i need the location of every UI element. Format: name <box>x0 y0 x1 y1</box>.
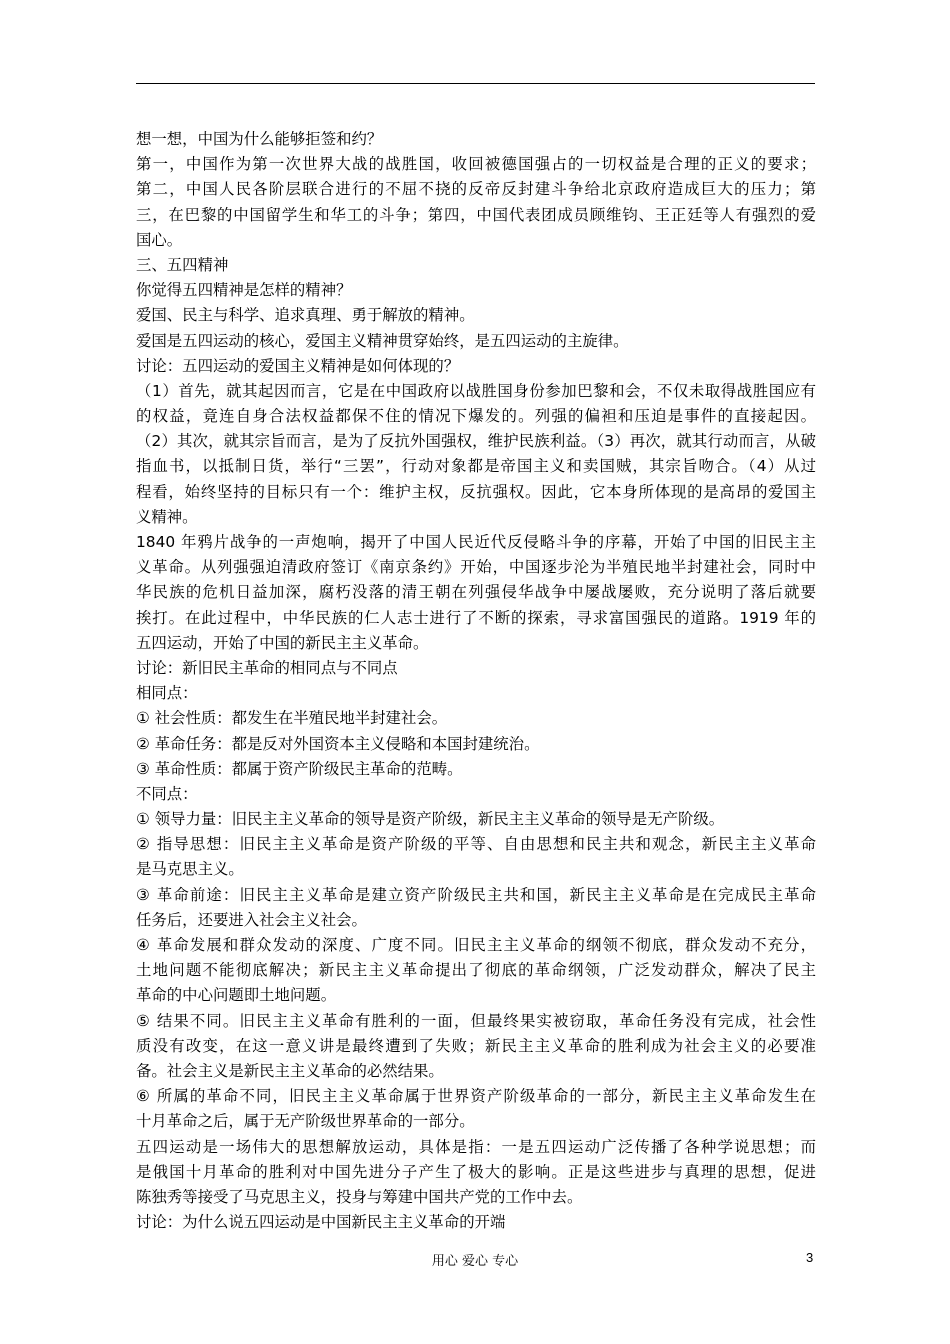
text-line: 爱国、民主与科学、追求真理、勇于解放的精神。 <box>136 306 475 325</box>
text-line: ③ 革命性质：都属于资产阶级民主革命的范畴。 <box>136 759 463 778</box>
text-line: 革命的中心问题即土地问题。 <box>136 986 337 1005</box>
text-line: 想一想，中国为什么能够拒签和约？ <box>136 130 383 148</box>
text-line: 是俄国十月革命的胜利对中国先进分子产生了极大的影响。正是这些进步与真理的思想，促进 <box>136 1162 816 1181</box>
text-line: 义精神。 <box>136 507 198 526</box>
text-line: 国心。 <box>136 230 183 249</box>
text-line: 土地问题不能彻底解决；新民主主义革命提出了彻底的革命纲领，广泛发动群众，解决了民主 <box>136 961 816 980</box>
text-line: 第一，中国作为第一次世界大战的战胜国，收回被德国强占的一切权益是合理的正义的要求； <box>136 155 816 174</box>
text-line: ② 革命任务：都是反对外国资本主义侵略和本国封建统治。 <box>136 734 540 753</box>
text-line: 三、五四精神 <box>136 255 229 274</box>
text-line: ③ 革命前途：旧民主主义革命是建立资产阶级民主共和国，新民主主义革命是在完成民主革命 <box>136 885 816 904</box>
text-line: 五四运动，开始了中国的新民主主义革命。 <box>136 633 429 652</box>
text-line: 是马克思主义。 <box>136 860 244 879</box>
text-line: 义革命。从列强强迫清政府签订《南京条约》开始，中国逐步沦为半殖民地半封建社会，同时中 <box>136 558 816 577</box>
text-line: 质没有改变，在这一意义讲是最终遭到了失败；新民主主义革命的胜利成为社会主义的必要准 <box>136 1036 816 1055</box>
text-line: 备。社会主义是新民主主义革命的必然结果。 <box>136 1061 444 1080</box>
text-line: 讨论：为什么说五四运动是中国新民主主义革命的开端 <box>136 1213 506 1232</box>
text-line: ② 指导思想：旧民主主义革命是资产阶级的平等、自由思想和民主共和观念，新民主主义革命 <box>136 835 816 854</box>
text-line: 陈独秀等接受了马克思主义，投身与筹建中国共产党的工作中去。 <box>136 1187 583 1206</box>
page-number: 3 <box>806 1250 814 1265</box>
text-line: 十月革命之后，属于无产阶级世界革命的一部分。 <box>136 1112 475 1131</box>
text-line: 指血书，以抵制日货，举行“三罢”，行动对象都是帝国主义和卖国贼，其宗旨吻合。（4）从过 <box>136 457 816 476</box>
text-line: 不同点： <box>136 784 198 803</box>
header-rule <box>136 83 815 84</box>
text-line: 五四运动是一场伟大的思想解放运动，具体是指：一是五四运动广泛传播了各种学说思想；而 <box>136 1137 816 1156</box>
text-line: 1840 年鸦片战争的一声炮响，揭开了中国人民近代反侵略斗争的序幕，开始了中国的旧民主主 <box>136 533 816 551</box>
text-line: ① 领导力量：旧民主主义革命的领导是资产阶级，新民主主义革命的领导是无产阶级。 <box>136 810 725 829</box>
text-line: 讨论：五四运动的爱国主义精神是如何体现的？ <box>136 356 460 375</box>
text-line: 讨论：新旧民主革命的相同点与不同点 <box>136 658 398 677</box>
text-line: ④ 革命发展和群众发动的深度、广度不同。旧民主主义革命的纲领不彻底，群众发动不充分， <box>136 936 816 954</box>
text-line: ⑤ 结果不同。旧民主主义革命有胜利的一面，但最终果实被窃取，革命任务没有完成，社会性 <box>136 1011 816 1030</box>
text-line: ⑥ 所属的革命不同，旧民主主义革命属于世界资产阶级革命的一部分，新民主主义革命发生在 <box>136 1087 816 1106</box>
footer-text: 用心 爱心 专心 <box>431 1254 519 1269</box>
text-line: 第二，中国人民各阶层联合进行的不屈不挠的反帝反封建斗争给北京政府造成巨大的压力；第 <box>136 180 816 199</box>
text-line: 华民族的危机日益加深，腐朽没落的清王朝在列强侵华战争中屡战屡败，充分说明了落后就要 <box>136 583 816 602</box>
text-line: ① 社会性质：都发生在半殖民地半封建社会。 <box>136 709 448 728</box>
text-line: 你觉得五四精神是怎样的精神？ <box>136 281 352 300</box>
text-line: 三，在巴黎的中国留学生和华工的斗争；第四，中国代表团成员顾维钧、王正廷等人有强烈的爱 <box>136 205 816 224</box>
text-line: 任务后，还要进入社会主义社会。 <box>136 910 367 929</box>
text-line: 爱国是五四运动的核心，爱国主义精神贯穿始终，是五四运动的主旋律。 <box>136 331 629 350</box>
text-line: 的权益，竟连自身合法权益都保不住的情况下爆发的。列强的偏袒和压迫是事件的直接起因。 <box>136 407 816 426</box>
document-body <box>136 127 816 1235</box>
text-line: 挨打。在此过程中，中华民族的仁人志士进行了不断的探索，寻求富国强民的道路。1919 年的 <box>136 608 816 627</box>
text-line: （1）首先，就其起因而言，它是在中国政府以战胜国身份参加巴黎和会，不仅未取得战胜国应有 <box>136 381 816 400</box>
text-line: 相同点： <box>136 684 198 703</box>
text-line: 程看，始终坚持的目标只有一个：维护主权，反抗强权。因此，它本身所体现的是高昂的爱国主 <box>136 482 816 501</box>
text-line: （2）其次，就其宗旨而言，是为了反抗外国强权，维护民族利益。（3）再次，就其行动而言，从破 <box>136 432 816 451</box>
